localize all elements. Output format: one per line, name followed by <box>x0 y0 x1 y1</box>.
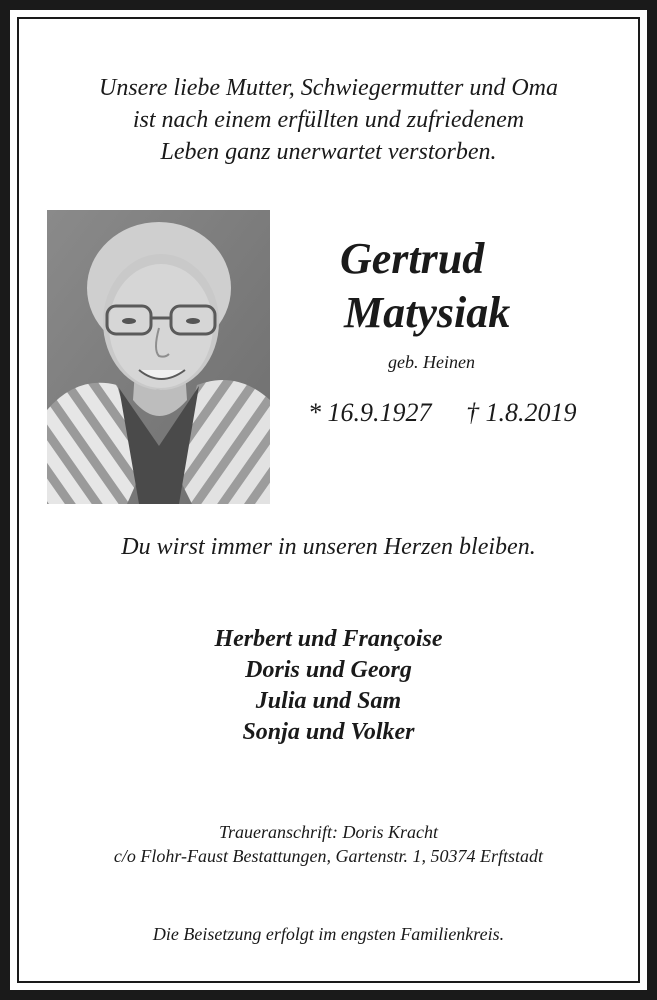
last-name: Matysiak <box>344 288 511 337</box>
family-line: Sonja und Volker <box>242 719 415 745</box>
family-list <box>10 624 647 748</box>
portrait-photo-icon <box>47 210 270 504</box>
intro-text <box>10 72 647 168</box>
obituary-card <box>10 10 647 990</box>
address-line: c/o Flohr-Faust Bestattungen, Gartenstr. 1, 50374 Erftstadt <box>113 846 544 866</box>
intro-line: Unsere liebe Mutter, Schwiegermutter und Oma <box>98 75 559 101</box>
death-date: † 1.8.2019 <box>466 398 577 427</box>
deceased-name <box>340 232 510 340</box>
first-name: Gertrud <box>340 234 485 283</box>
mourning-address <box>10 820 647 868</box>
life-dates <box>308 398 577 428</box>
intro-line: Leben ganz unerwartet verstorben. <box>160 139 497 165</box>
family-line: Doris und Georg <box>245 657 412 683</box>
family-line: Herbert und Françoise <box>214 626 443 652</box>
intro-line: ist nach einem erfüllten und zufriedenem <box>132 107 525 133</box>
maiden-name: geb. Heinen <box>388 352 475 372</box>
family-line: Julia und Sam <box>255 688 402 714</box>
birth-date: * 16.9.1927 <box>308 398 432 427</box>
memorial-quote: Du wirst immer in unseren Herzen bleiben. <box>121 534 536 560</box>
burial-note: Die Beisetzung erfolgt im engsten Familienkreis. <box>152 924 505 944</box>
address-line: Traueranschrift: Doris Kracht <box>218 822 439 842</box>
